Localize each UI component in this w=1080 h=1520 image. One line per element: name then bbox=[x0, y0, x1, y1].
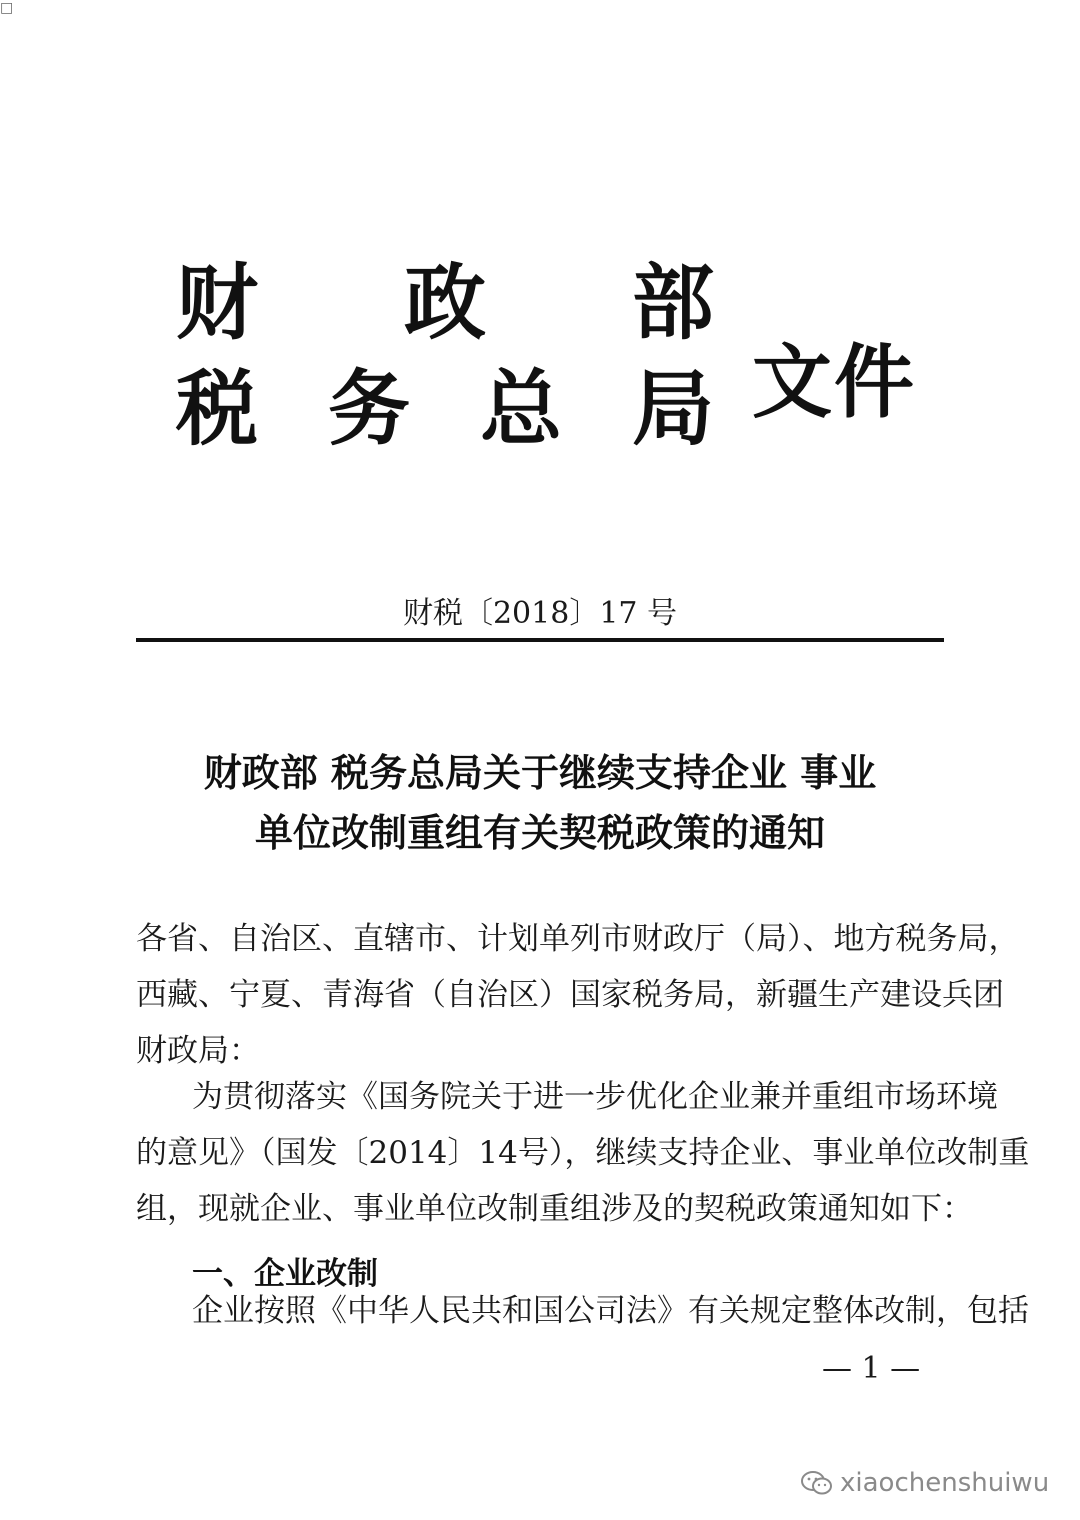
header-char: 务 bbox=[328, 361, 411, 457]
page-number: — 1 — bbox=[822, 1351, 921, 1386]
recipients-line-2: 西藏、宁夏、青海省（自治区）国家税务局，新疆生产建设兵团 bbox=[136, 977, 1004, 1013]
watermark-text: xiaochenshuiwu bbox=[840, 1468, 1050, 1498]
document-number: 财税〔2018〕17 号 bbox=[402, 596, 678, 631]
header-char: 部 bbox=[632, 255, 715, 351]
title-line-1: 财政部 税务总局关于继续支持企业 事业 bbox=[203, 751, 877, 795]
corner-mark: □ bbox=[0, 0, 14, 16]
recipients-line-1: 各省、自治区、直辖市、计划单列市财政厅（局）、地方税务局， bbox=[136, 921, 1020, 957]
watermark bbox=[800, 1468, 1049, 1498]
header-char: 税 bbox=[176, 361, 259, 457]
header-char: 政 bbox=[404, 255, 487, 351]
section-heading: 一、企业改制 bbox=[192, 1256, 378, 1292]
header-rule bbox=[136, 638, 944, 642]
wechat-icon bbox=[800, 1470, 834, 1496]
document-type: 文件 bbox=[752, 335, 916, 429]
header-char: 总 bbox=[480, 361, 563, 457]
intro-line-2: 的意见》（国发〔2014〕14号），继续支持企业、事业单位改制重 bbox=[136, 1135, 1030, 1171]
section-text-line: 企业按照《中华人民共和国公司法》有关规定整体改制，包括 bbox=[192, 1293, 1029, 1329]
intro-line-3: 组，现就企业、事业单位改制重组涉及的契税政策通知如下： bbox=[136, 1191, 973, 1227]
title-line-2: 单位改制重组有关契税政策的通知 bbox=[254, 811, 825, 855]
intro-line-1: 为贯彻落实《国务院关于进一步优化企业兼并重组市场环境 bbox=[192, 1079, 998, 1115]
recipients-line-3: 财政局： bbox=[136, 1033, 260, 1069]
header-char: 财 bbox=[176, 255, 259, 351]
header-char: 局 bbox=[632, 361, 715, 457]
